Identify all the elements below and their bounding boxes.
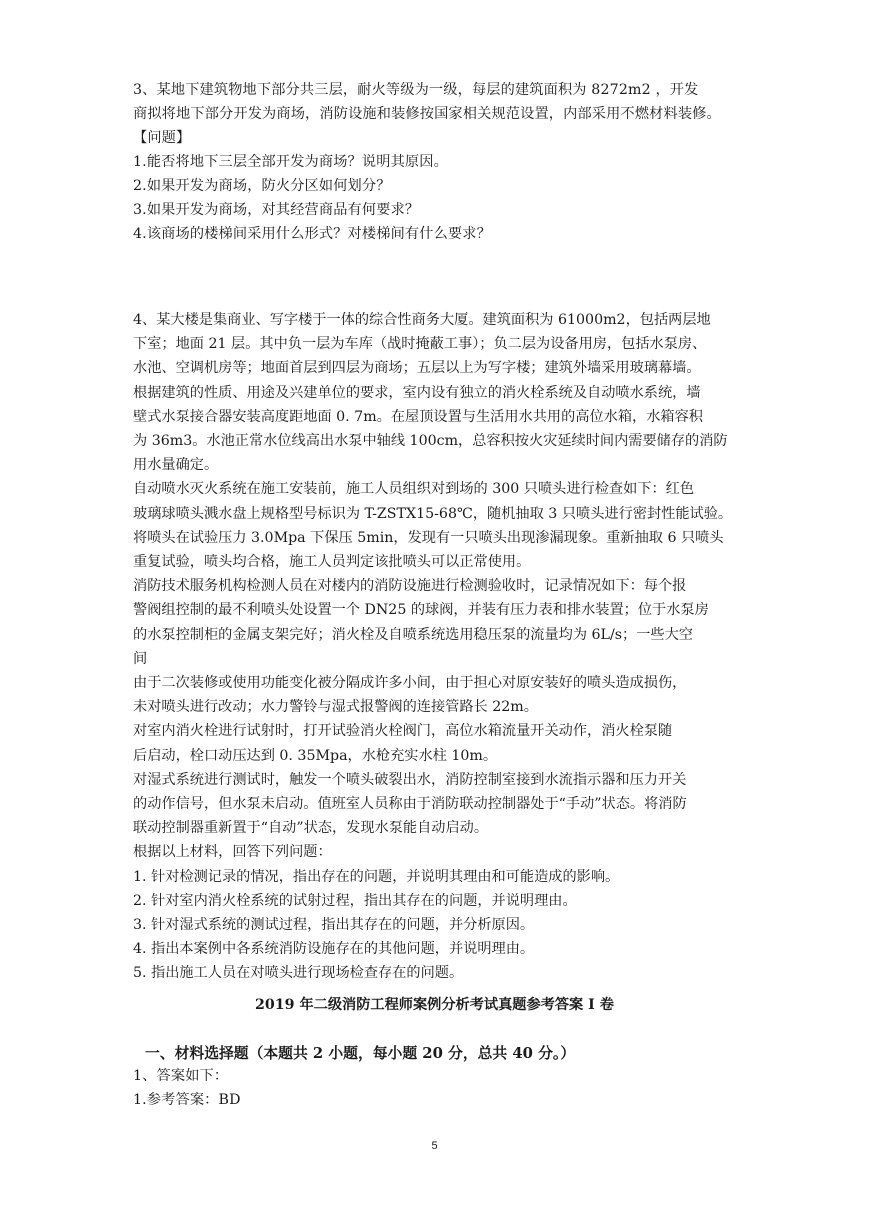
q4-line: 后启动，栓口动压达到 0. 35Mpa，水枪充实水柱 10m。 [133,747,498,764]
q4-line: 间 [133,650,148,667]
q4-line: 对室内消火栓进行试射时，打开试验消火栓阀门，高位水箱流量开关动作，消火栓泵随 [133,723,673,740]
q3-question-3: 3.如果开发为商场，对其经营商品有何要求？ [133,202,420,218]
q4-line: 重复试验，喷头均合格，施工人员判定该批喷头可以正常使用。 [133,554,531,571]
answer-title: 2019 年二级消防工程师案例分析考试真题参考答案 I 卷 [255,997,614,1013]
page-number: 5 [431,1140,438,1152]
q4-line: 的动作信号，但水泵未启动。值班室人员称由于消防联动控制器处于“手动”状态。将消防 [133,796,687,813]
q3-line-1: 3、某地下建筑物地下部分共三层，耐火等级为一级，每层的建筑面积为 8272m2 ，开发 [133,82,699,98]
q4-line: 壁式水泵接合器安装高度距地面 0. 7m。在屋顶设置与生活用水共用的高位水箱，水箱容积 [133,408,703,425]
q4-line: 未对喷头进行改动；水力警铃与湿式报警阀的连接管路长 22m。 [133,699,538,716]
q4-line: 用水量确定。 [133,457,219,474]
q4-question-4: 4. 指出本案例中各系统消防设施存在的其他问题，并说明理由。 [133,941,535,958]
q3-line-2: 商拟将地下部分开发为商场，消防设施和装修按国家相关规范设置，内部采用不燃材料装修。 [133,106,721,122]
q4-line: 消防技术服务机构检测人员在对楼内的消防设施进行检测验收时，记录情况如下：每个报 [133,578,687,595]
q4-question-2: 2. 针对室内消火栓系统的试射过程，指出其存在的问题，并说明理由。 [133,892,577,909]
q4-line: 由于二次装修或使用功能变化被分隔成许多小间，由于担心对原安装好的喷头造成损伤， [133,675,687,692]
q3-heading: 【问题】 [133,130,191,146]
q4-line: 根据以上材料，回答下列问题： [133,844,332,861]
q4-question-5: 5. 指出施工人员在对喷头进行现场检查存在的问题。 [133,965,464,982]
q4-line: 对湿式系统进行测试时，触发一个喷头破裂出水，消防控制室接到水流指示器和压力开关 [133,771,687,788]
q4-question-3: 3. 针对湿式系统的测试过程，指出其存在的问题，并分析原因。 [133,917,535,934]
q3-question-4: 4.该商场的楼梯间采用什么形式？对楼梯间有什么要求？ [133,226,491,242]
q4-line: 的水泵控制柜的金属支架完好；消火栓及自喷系统选用稳压泵的流量均为 6L/s；一些大空 [133,626,693,643]
q4-line: 自动喷水灭火系统在施工安装前，施工人员组织对到场的 300 只喷头进行检查如下：红色 [133,481,695,498]
q4-line: 将喷头在试验压力 3.0Mpa 下保压 5min，发现有一只喷头出现渗漏现象。重新抽取 6 只喷头 [133,529,724,546]
q4-line: 下室；地面 21 层。其中负一层为车库（战时掩蔽工事）；负二层为设备用房，包括水泵房、 [133,336,707,353]
q3-question-1: 1.能否将地下三层全部开发为商场？说明其原因。 [133,154,448,170]
q4-line: 根据建筑的性质、用途及兴建单位的要求，室内设有独立的消火栓系统及自动喷水系统，墙 [133,384,701,401]
q4-line: 4、某大楼是集商业、写字楼于一体的综合性商务大厦。建筑面积为 61000m2，包括两层地 [133,312,711,328]
q4-line: 为 36m3。水池正常水位线高出水泵中轴线 100cm，总容积按火灾延续时间内需要储存的消防 [133,433,728,450]
q4-block [133,308,743,986]
q4-line: 联动控制器重新置于“自动”状态，发现水泵能自动启动。 [133,820,489,837]
q3-question-2: 2.如果开发为商场，防火分区如何划分？ [133,178,391,194]
q4-line: 水池、空调机房等；地面首层到四层为商场；五层以上为写字楼；建筑外墙采用玻璃幕墙。 [133,360,701,377]
q4-line: 警阀组控制的最不利喷头处设置一个 DN25 的球阀，并装有压力表和排水装置；位于水泵房 [133,602,709,619]
q4-line: 玻璃球喷头溅水盘上规格型号标识为 T-ZSTX15-68℃，随机抽取 3 只喷头进行密封性能试验。 [133,505,733,522]
answer-section-heading: 一、材料选择题（本题共 2 小题，每小题 20 分，总共 40 分。） [145,1045,576,1062]
answer-line-2: 1.参考答案：BD [133,1092,241,1108]
q4-question-1: 1. 针对检测记录的情况，指出存在的问题，并说明其理由和可能造成的影响。 [133,868,620,885]
answer-line-1: 1、答案如下： [133,1068,229,1084]
